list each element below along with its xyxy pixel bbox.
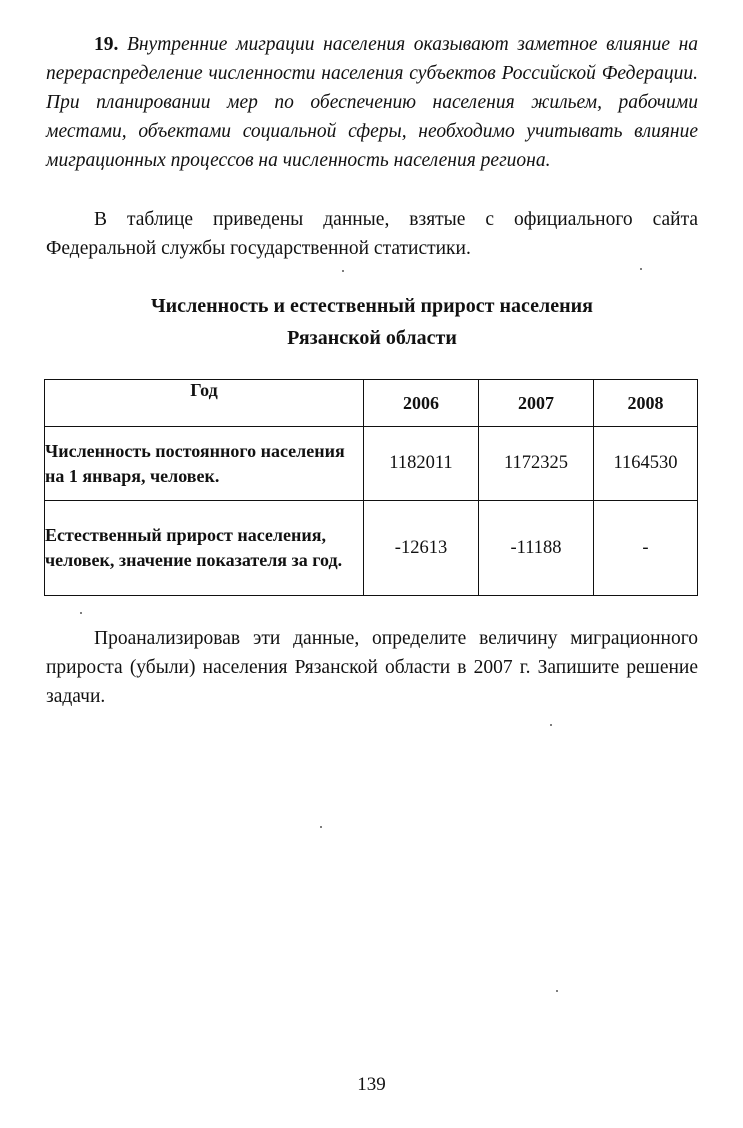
population-2006: 1182011 bbox=[364, 427, 479, 501]
table-row-natural-growth bbox=[45, 501, 698, 596]
scan-speck bbox=[320, 826, 322, 828]
task-text: Внутренние миграции населения оказывают заметное влияние на перераспределение численности населения субъектов Российской Федерации. При планировании мер по обеспечению населения жильем, рабочими местами, объектами социальной сферы, необходимо учитывать влияние миграционных процессов на численность населения региона. bbox=[46, 34, 699, 171]
header-2006: 2006 bbox=[364, 380, 479, 427]
row-label-natural-growth: Естественный прирост населения, человек, значение показателя за год. bbox=[45, 501, 364, 596]
table-row-population bbox=[45, 427, 698, 501]
table-title-line-1: Численность и естественный прирост населения bbox=[150, 295, 593, 317]
population-2008: 1164530 bbox=[594, 427, 698, 501]
population-table bbox=[44, 379, 698, 596]
scan-speck bbox=[80, 612, 82, 614]
scan-speck bbox=[640, 268, 642, 270]
table-title bbox=[46, 290, 698, 354]
scan-speck bbox=[556, 990, 558, 992]
question-paragraph: Проанализировав эти данные, определите величину миграционного прироста (убыли) населения Рязанской области в 2007 г. Запишите решение задачи. bbox=[46, 628, 698, 707]
population-2007: 1172325 bbox=[479, 427, 594, 501]
growth-2008: - bbox=[594, 501, 698, 596]
source-paragraph: В таблице приведены данные, взятые с официального сайта Федеральной службы государственной статистики. bbox=[46, 209, 698, 259]
header-2007: 2007 bbox=[479, 380, 594, 427]
growth-2006: -12613 bbox=[364, 501, 479, 596]
header-year: Год bbox=[45, 380, 364, 427]
table-header-row bbox=[45, 380, 698, 427]
growth-2007: -11188 bbox=[479, 501, 594, 596]
row-label-population: Численность постоянного населения на 1 января, человек. bbox=[45, 427, 364, 501]
task-number: 19. bbox=[94, 34, 119, 55]
table-title-line-2: Рязанской области bbox=[287, 327, 457, 349]
scan-speck bbox=[342, 270, 344, 272]
task-paragraph bbox=[46, 30, 698, 175]
page-number: 139 bbox=[357, 1074, 386, 1095]
scan-speck bbox=[550, 724, 552, 726]
header-2008: 2008 bbox=[594, 380, 698, 427]
